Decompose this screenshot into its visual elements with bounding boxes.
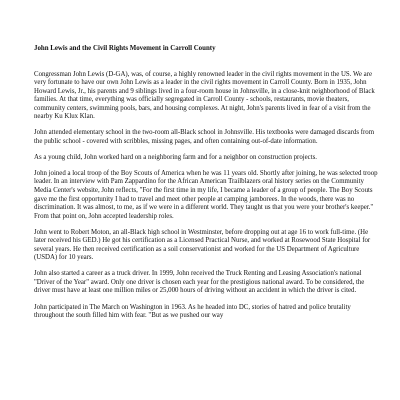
paragraph-truck-driver: John also started a career as a truck driver. In 1999, John received the Truck Renting and Leasing Association's national "Driver of the Year" award. Only one driver is chosen each year for the prestigious national award. To be considered, the driver must have at least one million miles or 25,000 hours of driving without an accident in which the driver is cited. (34, 270, 365, 295)
document-title: John Lewis and the Civil Rights Movement in Carroll County (34, 45, 216, 52)
paragraph-elementary-school: John attended elementary school in the two-room all-Black school in Johnsville. His textbooks were damaged discards from the public school - covered with scribbles, missing pages, and often containing out-of-date information. (34, 129, 375, 145)
paragraph-intro: Congressman John Lewis (D-GA), was, of course, a highly renowned leader in the civil rights movement in the US. We are very fortunate to have our own John Lewis as a leader in the civil rights movement in Carroll County. Born in 1935, John Howard Lewis, Jr., his parents and 9 siblings lived in a four-room house in Johnsville, in a close-knit neighborhood of Black families. At that time, everything was officially segregated in Carroll County - schools, restaurants, movie theaters, community centers, swimming pools, bars, and housing complexes. At night, John's parents lived in fear of a visit from the nearby Ku Klux Klan. (34, 70, 375, 121)
paragraph-march-on-washington: John participated in The March on Washington in 1963. As he headed into DC, stories of hatred and police brutality throughout the south filled him with fear. "But as we pushed our way (34, 303, 351, 320)
document-body (34, 44, 379, 328)
paragraph-career: John went to Robert Moton, an all-Black high school in Westminster, before dropping out at age 16 to work full-time. (He later received his GED.) He got his certification as a Licensed Practical Nurse, and worked at Rosewood State Hospital for several years. He then received certification as a soil conservationist and worked for the US Department of Agriculture (USDA) for 10 years. (34, 228, 371, 262)
paragraph-boy-scouts: John joined a local troop of the Boy Scouts of America when he was 11 years old. Shortly after joining, he was selected troop leader. In an interview with Pam Zappardino for the African American Trailblazers oral history series on the Community Media Center's website, John reflects, "For the first time in my life, I became a leader of a group of people. The Boy Scouts gave me the first opportunity I had to travel and meet other people at camping jamborees. In the woods, there was no discrimination. It was almost, to me, as if we were in a different world. They taught us that you were your brother's keeper." From that point on, John accepted leadership roles. (34, 169, 378, 220)
paragraph-childhood-work: As a young child, John worked hard on a neighboring farm and for a neighbor on construction projects. (34, 153, 317, 161)
